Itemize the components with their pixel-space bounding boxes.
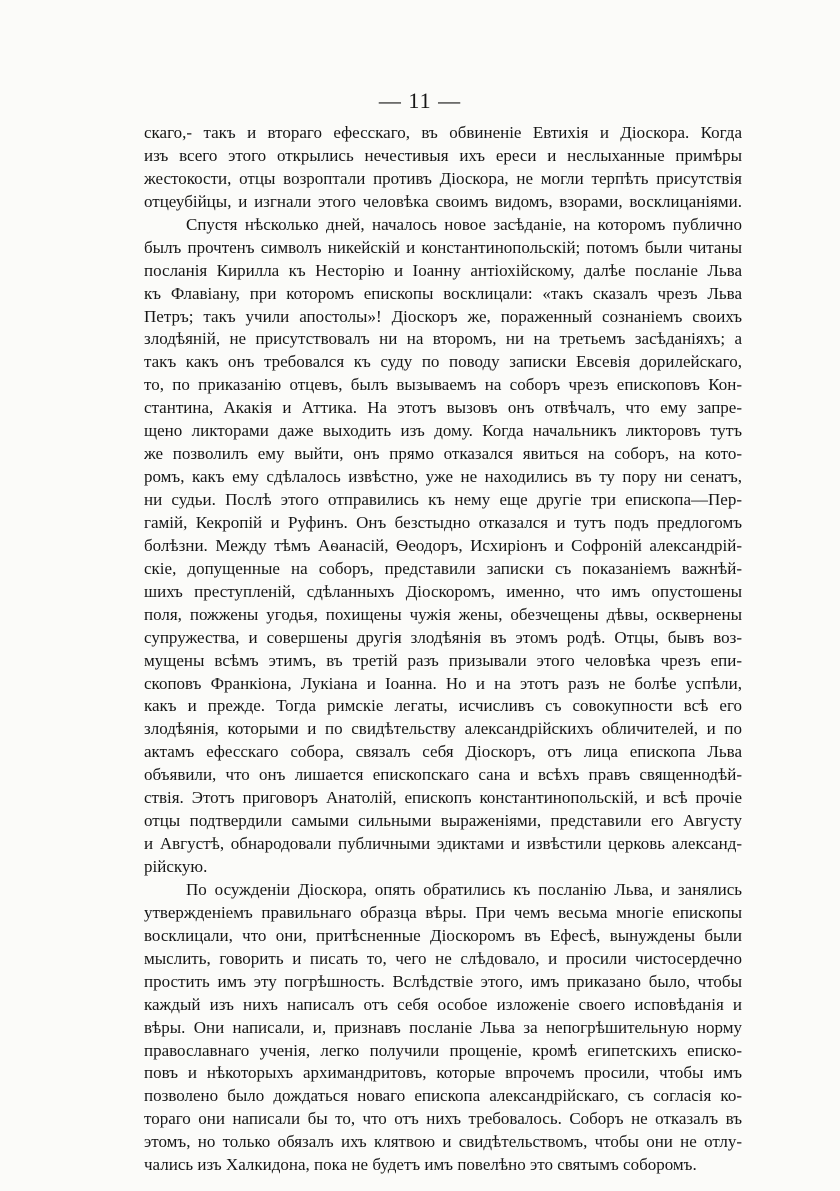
text-line: скоповъ Франкіона, Лукіана и Іоанна. Но и на этотъ разъ не болѣе успѣли, — [144, 673, 742, 693]
text-line: Спустя нѣсколько дней, началось новое засѣданіе, на которомъ публично — [186, 214, 742, 234]
text-line: каждый изъ нихъ написалъ отъ себя особое изложеніе своего исповѣданія и — [144, 994, 742, 1014]
text-line: былъ прочтенъ символъ никейскій и константинопольскій; потомъ были читаны — [144, 237, 742, 257]
text-line: актамъ ефесскаго собора, связалъ себя Діоскоръ, отъ лица епископа Льва — [144, 742, 742, 762]
text-line: повъ и нѣкоторыхъ архимандритовъ, которые впрочемъ просили, чтобы имъ — [144, 1063, 742, 1083]
text-line: стантина, Акакія и Аттика. На этотъ вызовъ онъ отвѣчалъ, что ему запре- — [144, 398, 742, 418]
text-line: тораго они написали бы то, что отъ нихъ требовалось. Соборъ не отказалъ въ — [144, 1109, 742, 1129]
text-line: чались изъ Халкидона, пока не будетъ имъ повелѣно это святымъ соборомъ. — [144, 1155, 697, 1175]
text-line: такъ какъ онъ требовался къ суду по поводу записки Евсевія дорилейскаго, — [144, 352, 742, 372]
text-line: посланія Кирилла къ Несторію и Іоанну антіохійскому, далѣе посланіе Льва — [144, 260, 742, 280]
text-line: восклицали, что они, притѣсненные Діоскоромъ въ Ефесѣ, вынуждены были — [144, 925, 742, 945]
text-line: православнаго ученія, легко получили прощеніе, кромѣ египетскихъ еписко- — [144, 1040, 742, 1060]
text-line: же позволилъ ему выйти, онъ прямо отказался явиться на соборъ, на кото- — [144, 444, 742, 464]
text-line: объявили, что онъ лишается епископскаго сана и всѣхъ правъ священнодѣй- — [144, 765, 742, 785]
text-line: изъ всего этого открылись нечестивыя ихъ ереси и неслыханные примѣры — [144, 145, 742, 165]
text-line: щено ликторами даже выходить изъ дому. Когда начальникъ ликторовъ тутъ — [144, 421, 742, 441]
paragraph — [144, 122, 742, 214]
body-text — [144, 122, 742, 1177]
text-line: вѣры. Они написали, и, признавъ посланіе Льва за непогрѣшительную норму — [144, 1017, 742, 1037]
paragraph — [144, 214, 742, 879]
paragraph — [144, 879, 742, 1177]
text-line: злодѣяній, не присутствовалъ ни на второмъ, ни на третьемъ засѣданіяхъ; а — [144, 329, 742, 349]
text-line: ромъ, какъ ему сдѣлалось извѣстно, уже не находились въ ту пору ни сенатъ, — [144, 467, 742, 487]
text-line: ствія. Этотъ приговоръ Анатолій, епископъ константинопольскій, и всѣ прочіе — [144, 788, 742, 808]
text-line: злодѣянія, которыми и по свидѣтельству александрійскихъ обличителей, и по — [144, 719, 742, 739]
text-line: утвержденіемъ правильнаго образца вѣры. При чемъ весьма многіе епископы — [144, 902, 742, 922]
text-line: отцеубійцы, и изгнали этого человѣка своимъ видомъ, взорами, восклицаніями. — [144, 191, 742, 211]
text-line: скаго,- такъ и втораго ефесскаго, въ обвиненіе Евтихія и Діоскора. Когда — [144, 123, 742, 142]
text-line: рійскую. — [144, 857, 208, 876]
text-line: мыслить, говорить и писать то, чего не слѣдовало, и просили чистосердечно — [144, 948, 742, 968]
text-line: ни судьи. Послѣ этого отправились къ нему еще другіе три епископа—Пер- — [144, 490, 742, 509]
text-line: и Августѣ, обнародовали публичными эдиктами и извѣстили церковь александ- — [144, 834, 742, 854]
text-line: какъ и прежде. Тогда римскіе легаты, исчисливъ съ совокупности всѣ его — [144, 696, 742, 716]
text-line: По осужденіи Діоскора, опять обратились къ посланію Льва, и занялись — [186, 879, 742, 899]
text-line: шихъ преступленій, сдѣланныхъ Діоскоромъ, именно, что имъ опустошены — [144, 581, 742, 601]
text-line: супружества, и совершены другія злодѣянія въ этомъ родѣ. Отцы, бывъ воз- — [144, 627, 742, 647]
text-line: этомъ, но только обязалъ ихъ клятвою и свидѣтельствомъ, чтобы они не отлу- — [144, 1132, 742, 1152]
text-line: болѣзни. Между тѣмъ Аѳанасій, Ѳеодоръ, Исхиріонъ и Софроній александрій- — [144, 535, 742, 555]
text-line: простить имъ эту погрѣшность. Вслѣдствіе этого, имъ приказано было, чтобы — [144, 971, 742, 991]
text-line: то, по приказанію отцевъ, былъ вызываемъ на соборъ чрезъ епископовъ Кон- — [144, 375, 742, 395]
text-line: гамій, Кекропій и Руфинъ. Онъ безстыдно отказался и тутъ подъ предлогомъ — [144, 512, 742, 532]
text-line: скіе, допущенные на соборъ, представили записки съ показаніемъ важнѣй- — [144, 558, 742, 578]
text-line: отцы подтвердили самыми сильными выраженіями, представили его Августу — [144, 811, 742, 831]
text-line: поля, пожжены угодья, похищены чужія жены, обезчещены дѣвы, осквернены — [144, 604, 742, 624]
text-line: Петръ; такъ учили апостолы»! Діоскоръ же, пораженный сознаніемъ своихъ — [144, 306, 742, 326]
text-line: мущены всѣмъ этимъ, въ третій разъ призывали этого человѣка чрезъ епи- — [144, 650, 742, 670]
page-number: — 11 — — [378, 88, 462, 113]
text-line: жестокости, отцы возроптали противъ Діоскора, не могли терпѣть присутствія — [144, 168, 742, 188]
text-line: къ Флавіану, при которомъ епископы восклицали: «такъ сказалъ чрезъ Льва — [144, 283, 742, 303]
text-line: позволено было дождаться новаго епископа александрійскаго, съ согласія ко- — [144, 1086, 742, 1106]
